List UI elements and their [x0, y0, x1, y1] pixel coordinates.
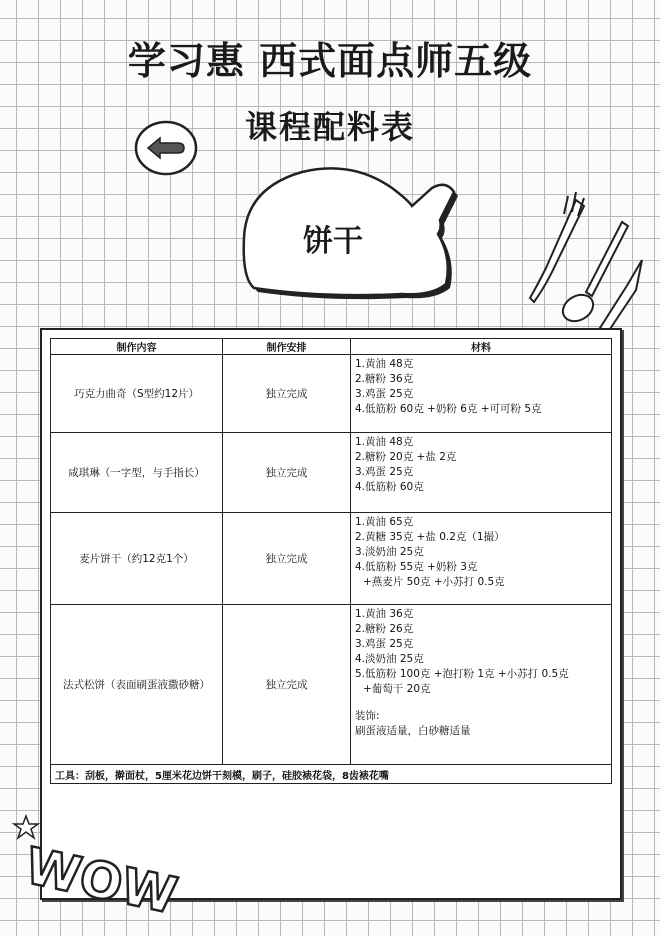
- row-arrangement: 独立完成: [223, 355, 351, 433]
- material-line: +葡萄干 20克: [363, 683, 431, 695]
- material-line: +燕麦片 50克 +小苏打 0.5克: [363, 576, 505, 588]
- material-line: 1.黄油 65克: [355, 516, 414, 528]
- row-item: 法式松饼（表面刷蛋液撒砂糖）: [51, 605, 223, 765]
- row-materials: [351, 433, 612, 513]
- material-line: 2.黄糖 35克 +盐 0.2克（1撮）: [355, 531, 505, 543]
- row-arrangement: 独立完成: [223, 513, 351, 605]
- table-header-row: [51, 339, 612, 355]
- decoration-line: 刷蛋液适量，白砂糖适量: [355, 725, 471, 737]
- row-arrangement: 独立完成: [223, 433, 351, 513]
- material-line: 4.低筋粉 60克 +奶粉 6克 +可可粉 5克: [355, 403, 542, 415]
- wow-text: WOW: [20, 836, 182, 926]
- header-arrangement: 制作安排: [223, 339, 351, 355]
- wow-doodle: [12, 812, 182, 926]
- material-line: 1.黄油 36克: [355, 608, 414, 620]
- material-line: 2.糖粉 36克: [355, 373, 414, 385]
- row-materials: [351, 605, 612, 765]
- tools-text: 工具：刮板，擀面杖，5厘米花边饼干刻模，刷子，硅胶裱花袋，8齿裱花嘴: [51, 765, 612, 784]
- material-line: 2.糖粉 20克 +盐 2克: [355, 451, 457, 463]
- material-line: 4.低筋粉 55克 +奶粉 3克: [355, 561, 478, 573]
- table-row: [51, 605, 612, 765]
- material-line: 4.淡奶油 25克: [355, 653, 424, 665]
- material-line: 4.低筋粉 60克: [355, 481, 424, 493]
- material-line: 3.淡奶油 25克: [355, 546, 424, 558]
- material-line: 2.糖粉 26克: [355, 623, 414, 635]
- table-row: [51, 355, 612, 433]
- row-materials: [351, 355, 612, 433]
- material-line: 5.低筋粉 100克 +泡打粉 1克 +小苏打 0.5克: [355, 668, 569, 680]
- row-arrangement: 独立完成: [223, 605, 351, 765]
- star-icon: [14, 816, 38, 838]
- row-item: 巧克力曲奇（S型约12片）: [51, 355, 223, 433]
- material-line: 1.黄油 48克: [355, 436, 414, 448]
- material-line: 1.黄油 48克: [355, 358, 414, 370]
- section-label: 饼干: [303, 224, 363, 259]
- tools-row: [51, 765, 612, 784]
- row-materials: [351, 513, 612, 605]
- table-row: [51, 433, 612, 513]
- row-item: 咸琪琳（一字型，与手指长）: [51, 433, 223, 513]
- material-line: 3.鸡蛋 25克: [355, 638, 414, 650]
- row-item: 麦片饼干（约12克1个）: [51, 513, 223, 605]
- decoration-title: 装饰:: [355, 710, 380, 722]
- recipe-table: [50, 338, 612, 784]
- table-row: [51, 513, 612, 605]
- page-subtitle: 课程配料表: [244, 108, 415, 146]
- header-materials: 材料: [351, 339, 612, 355]
- knife-icon: [596, 256, 646, 336]
- header-item: 制作内容: [51, 339, 223, 355]
- material-line: 3.鸡蛋 25克: [355, 466, 414, 478]
- hand-arrow-icon: [130, 116, 202, 178]
- page-title: 学习惠 西式面点师五级: [127, 39, 533, 83]
- material-line: 3.鸡蛋 25克: [355, 388, 414, 400]
